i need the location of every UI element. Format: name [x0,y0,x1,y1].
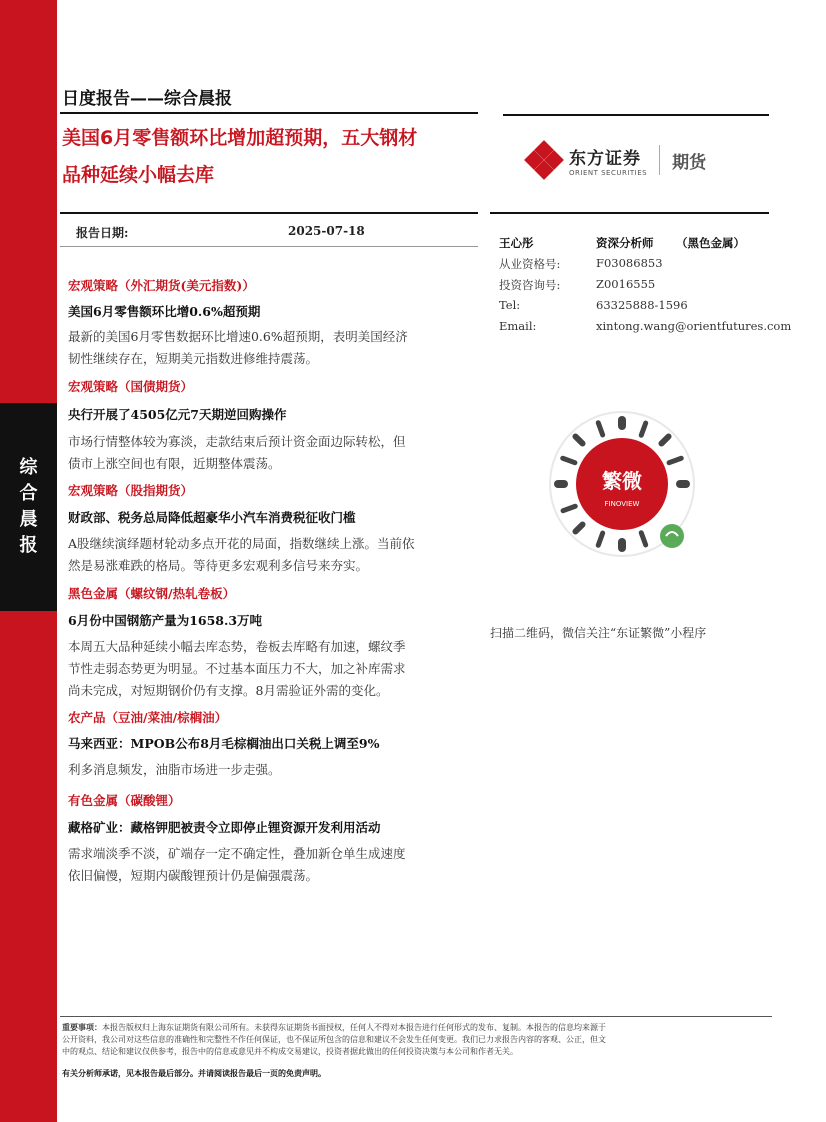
mini-program-qr-code[interactable] [548,410,696,558]
body-line: 然是易涨难跌的格局。等待更多宏观利多信号来夯实。 [68,558,369,573]
date-rule-left [60,212,478,214]
analyst-row-value: F03086853 [596,256,663,270]
side-tab-char: 报 [19,535,38,556]
analyst-email[interactable]: xintong.wang@orientfutures.com [596,319,792,333]
section-body [68,431,472,475]
qr-caption: 扫描二维码，微信关注“东证繁微”小程序 [490,626,707,640]
analyst-row-label: Email: [499,319,537,333]
page-title [62,120,492,194]
logo-name-cn: 东方证券 [569,148,641,169]
body-line: 尚未完成，对短期钢价仍有支撑。8月需验证外需的变化。 [68,683,389,698]
section-body [68,759,472,781]
report-date-value: 2025-07-18 [288,224,365,238]
analyst-name: 王心彤 [499,236,534,250]
body-line: 债市上涨空间也有限，近期整体震荡。 [68,456,281,471]
date-rule-right [490,212,769,214]
section-headline: 藏格矿业：藏格钾肥被责令立即停止锂资源开发利用活动 [68,820,381,835]
section-category: 宏观策略（国债期货） [68,379,194,394]
disclaimer-line: 中的观点、结论和建议仅供参考，报告中的信息或意见并不构成交易建议，投资者据此做出的任何投资决策与本公司和作者无关。 [62,1047,518,1056]
qr-center-text: 繁微 [602,469,642,493]
section-category: 有色金属（碳酸锂） [68,793,181,808]
qr-brand-text: FINOVIEW [604,500,640,508]
disclaimer-footer: 有关分析师承诺，见本报告最后部分。并请阅读报告最后一页的免责声明。 [62,1068,326,1078]
section-body [68,533,472,577]
disclaimer [62,1021,774,1058]
header-rule-left [60,112,478,114]
analyst-title: 资深分析师 [596,236,654,250]
disclaimer-rule [60,1016,772,1017]
title-line: 品种延续小幅去库 [62,164,215,186]
section-headline: 美国6月零售额环比增0.6%超预期 [68,304,261,319]
analyst-row-value: 63325888-1596 [596,298,688,312]
section-category: 黑色金属（螺纹钢/热轧卷板） [68,586,236,601]
analyst-row-label: 从业资格号: [499,257,561,271]
section-headline: 央行开展了4505亿元7天期逆回购操作 [68,407,287,422]
analyst-row-value: Z0016555 [596,277,656,291]
company-logo [527,140,757,180]
body-line: 韧性继续存在，短期美元指数进修维持震荡。 [68,351,319,366]
body-line: A股继续演绎题材轮动多点开花的局面，指数继续上涨。当前依 [68,536,415,551]
side-tab-label [0,403,57,611]
date-underline [60,246,478,247]
body-line: 市场行情整体较为寡淡，走款结束后预计资金面边际转松，但 [68,434,406,449]
analyst-sector: （黑色金属） [676,236,745,250]
side-tab-char: 晨 [19,509,38,530]
section-category: 农产品（豆油/菜油/棕榈油） [68,710,228,725]
body-line: 最新的美国6月零售数据环比增速0.6%超预期，表明美国经济 [68,329,408,344]
section-category: 宏观策略（外汇期货(美元指数)） [68,278,255,293]
disclaimer-line: 本报告版权归上海东证期货有限公司所有。未获得东证期货书面授权，任何人不得对本报告进行任何形式的发布、复制。本报告的信息均来源于 [102,1023,606,1032]
body-line: 依旧偏慢，短期内碳酸锂预计仍是偏强震荡。 [68,868,319,883]
section-body [68,636,472,702]
side-tab-char: 合 [19,483,38,504]
analyst-row-label: Tel: [499,298,521,312]
logo-divider [659,145,660,175]
header-rule-right [503,114,769,116]
disclaimer-label: 重要事项： [62,1022,102,1032]
side-tab-char: 综 [19,457,38,478]
body-line: 利多消息频发，油脂市场进一步走强。 [68,762,281,777]
report-date-label: 报告日期: [76,226,129,240]
report-type: 日度报告——综合晨报 [62,89,232,109]
body-line: 本周五大品种延续小幅去库态势，卷板去库略有加速，螺纹季 [68,639,406,654]
section-body [68,326,472,370]
section-headline: 财政部、税务总局降低超豪华小汽车消费税征收门槛 [68,510,356,525]
analyst-row-label: 投资咨询号: [499,278,561,292]
title-line: 美国6月零售额环比增加超预期，五大钢材 [62,127,418,149]
section-headline: 马来西亚：MPOB公布8月毛棕榈油出口关税上调至9% [68,736,380,751]
body-line: 需求端淡季不淡，矿端存一定不确定性，叠加新仓单生成速度 [68,846,406,861]
logo-mark-icon [527,143,561,177]
section-headline: 6月份中国钢筋产量为1658.3万吨 [68,613,263,628]
section-body [68,843,472,887]
body-line: 节性走弱态势更为明显。不过基本面压力不大，加之补库需求 [68,661,406,676]
section-category: 宏观策略（股指期货） [68,483,194,498]
logo-name-en: ORIENT SECURITIES [569,168,648,177]
disclaimer-line: 公开资料，我公司对这些信息的准确性和完整性不作任何保证，也不保证所包含的信息和建议不会发生任何变更。我们已力求报告内容的客观、公正，但文 [62,1035,606,1044]
logo-futures: 期货 [672,152,707,173]
